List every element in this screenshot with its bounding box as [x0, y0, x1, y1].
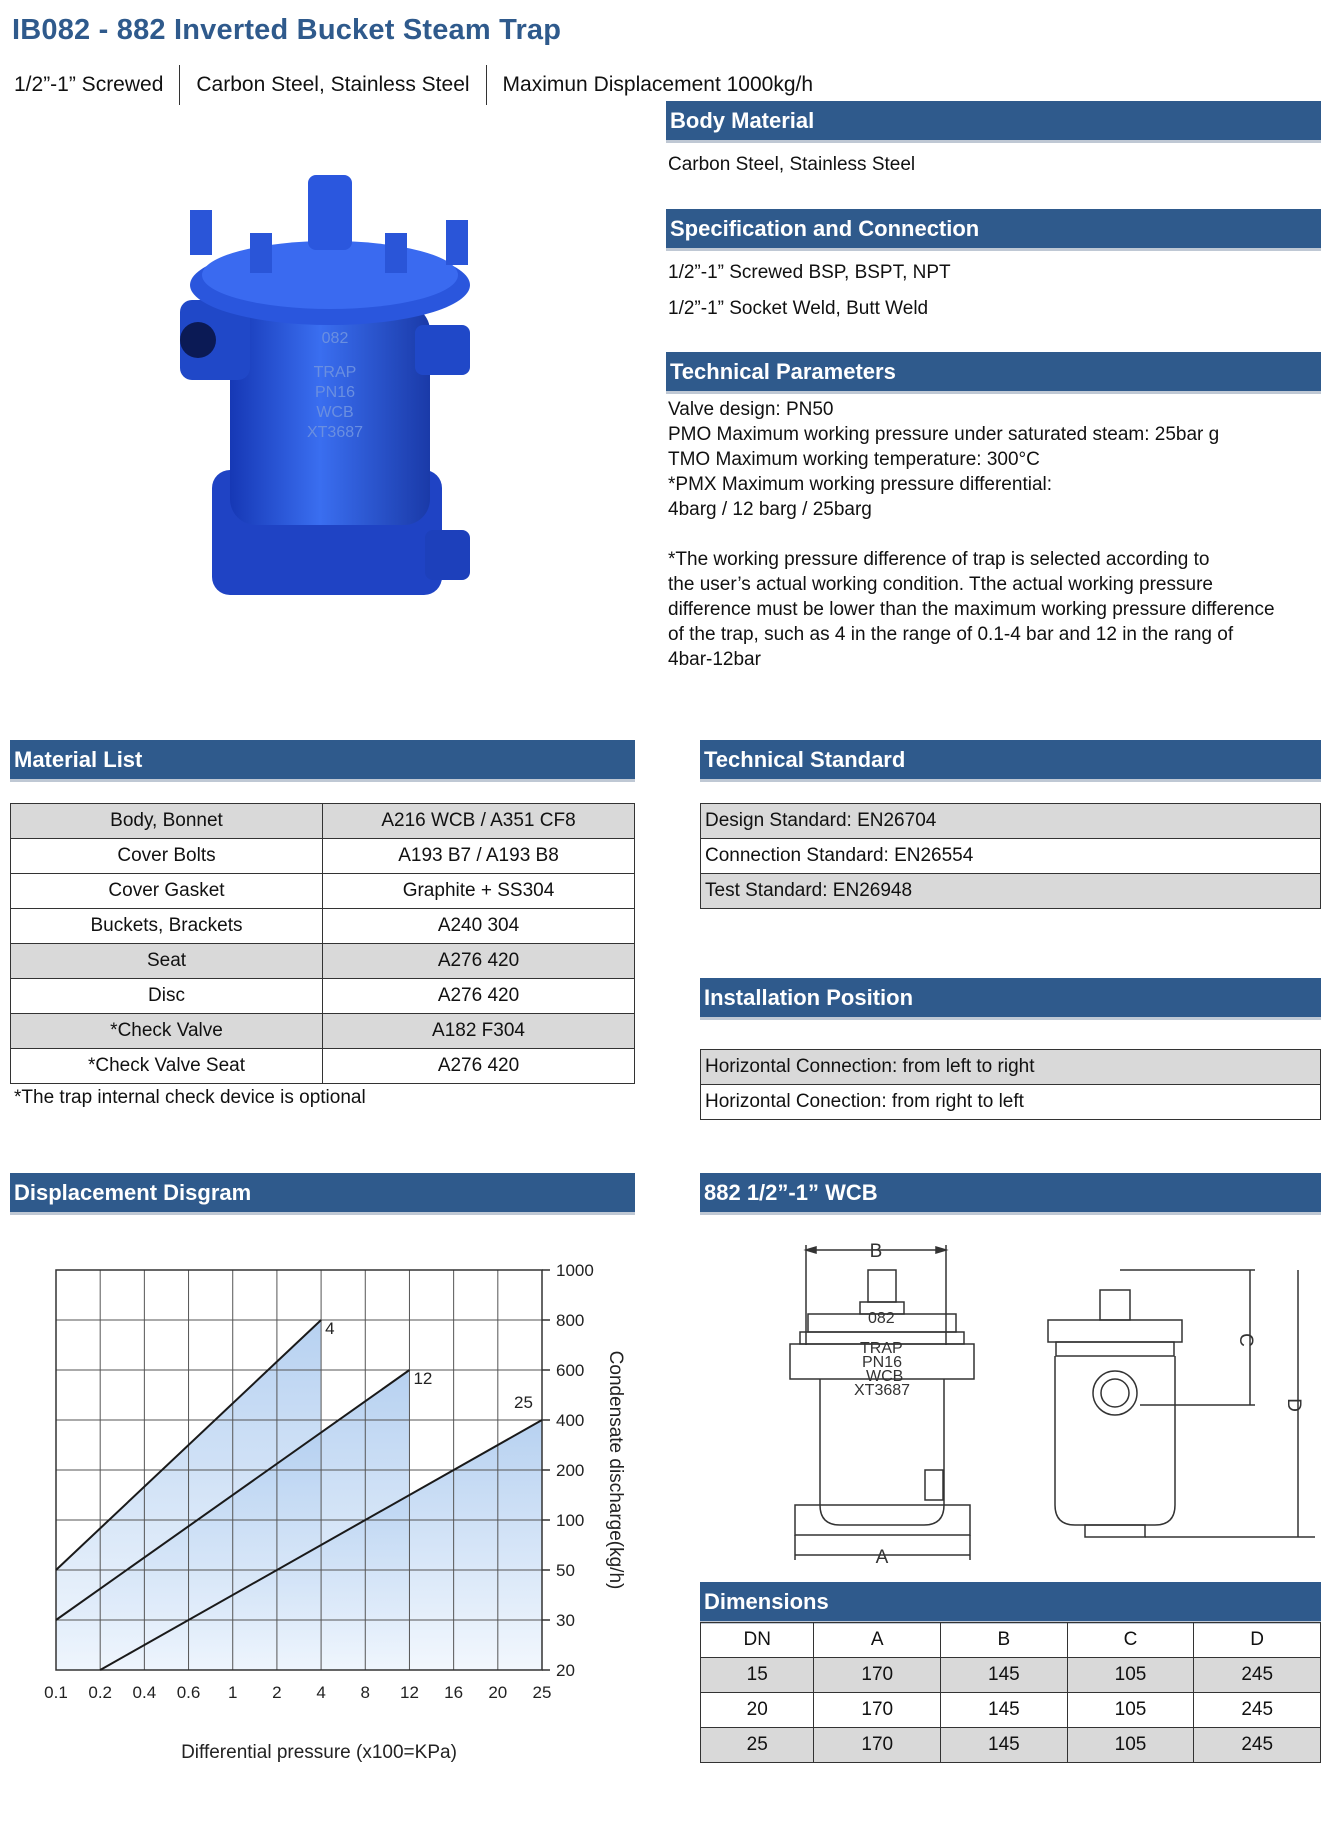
y-tick-label: 600 — [556, 1361, 585, 1380]
y-tick-label: 20 — [556, 1661, 575, 1680]
install-header: Installation Position — [700, 978, 1321, 1020]
displacement-chart — [0, 1230, 660, 1763]
table-row: 25 170 145 105 245 — [701, 1728, 1321, 1763]
body-material-header: Body Material — [666, 101, 1321, 143]
table-row: Seat A276 420 — [11, 944, 635, 979]
x-tick-label: 2 — [272, 1683, 282, 1702]
y-tick-label: 400 — [556, 1411, 585, 1430]
mark-trap: TRAP — [313, 364, 357, 381]
table-row: 15 170 145 105 245 — [701, 1658, 1321, 1693]
x-tick-label: 0.6 — [176, 1683, 201, 1702]
material-header: Material List — [10, 740, 635, 782]
tech-header: Technical Parameters — [666, 352, 1321, 394]
tech-note: 4bar-12bar — [668, 649, 761, 670]
table-row: 20 170 145 105 245 — [701, 1693, 1321, 1728]
x-tick-label: 4 — [316, 1683, 326, 1702]
mark-wcb: WCB — [316, 404, 354, 421]
table-row: *Check Valve A182 F304 — [11, 1014, 635, 1049]
x-tick-label: 0.1 — [44, 1683, 68, 1702]
dim-label-c: C — [1235, 1333, 1256, 1347]
subtitle-size: 1/2”-1” Screwed — [14, 73, 164, 96]
y-tick-label: 1000 — [556, 1261, 594, 1280]
install-table — [700, 1049, 1321, 1120]
table-row: Cover Bolts A193 B7 / A193 B8 — [11, 839, 635, 874]
table-header-row: DN A B C D — [701, 1623, 1321, 1658]
drawing-mark: WCB — [866, 1368, 904, 1385]
dim-label-b: B — [869, 1241, 883, 1262]
tech-params — [668, 397, 1275, 672]
table-row: Body, Bonnet A216 WCB / A351 CF8 — [11, 804, 635, 839]
x-axis-label: Differential pressure (x100=KPa) — [181, 1742, 457, 1763]
table-row: Cover Gasket Graphite + SS304 — [11, 874, 635, 909]
y-tick-label: 800 — [556, 1311, 585, 1330]
subtitle-material: Carbon Steel, Stainless Steel — [196, 73, 470, 96]
dimensions-table — [700, 1622, 1321, 1763]
page-title: IB082 - 882 Inverted Bucket Steam Trap — [12, 14, 562, 46]
dimension-drawing — [700, 1225, 1321, 1568]
tech-line: *PMX Maximum working pressure differential: — [668, 474, 1053, 495]
x-tick-label: 25 — [532, 1683, 552, 1702]
series-label: 4 — [325, 1319, 335, 1338]
tech-line: Valve design: PN50 — [668, 399, 834, 420]
tech-line: 4barg / 12 barg / 25barg — [668, 499, 872, 520]
tech-line: PMO Maximum working pressure under saturated steam: 25bar g — [668, 424, 1220, 445]
x-tick-label: 8 — [360, 1683, 371, 1702]
series-label: 12 — [413, 1369, 433, 1388]
table-row: *Check Valve Seat A276 420 — [11, 1049, 635, 1084]
dimensions-header: Dimensions — [700, 1582, 1321, 1624]
y-axis-label: Condensate discharge(kg/h) — [605, 1350, 626, 1590]
standard-header: Technical Standard — [700, 740, 1321, 782]
subtitle-row — [12, 66, 829, 104]
spec-header: Specification and Connection — [666, 209, 1321, 251]
drawing-mark: 082 — [868, 1310, 895, 1327]
x-tick-label: 0.2 — [88, 1683, 113, 1702]
subtitle-displacement: Maximun Displacement 1000kg/h — [502, 73, 814, 96]
drawing-mark: TRAP — [860, 1340, 903, 1357]
material-table — [10, 803, 635, 1084]
table-row: Test Standard: EN26948 — [701, 874, 1321, 909]
table-row: Buckets, Brackets A240 304 — [11, 909, 635, 944]
body-material-text: Carbon Steel, Stainless Steel — [668, 154, 916, 175]
tech-note: the user’s actual working condition. Tthe actual working pressure — [668, 574, 1213, 595]
drawing-mark: XT3687 — [854, 1382, 911, 1399]
dim-label-d: D — [1283, 1398, 1304, 1412]
dim-label-a: A — [875, 1547, 889, 1568]
tech-line: TMO Maximum working temperature: 300°C — [668, 449, 1040, 470]
spec-line: 1/2”-1” Socket Weld, Butt Weld — [668, 298, 929, 319]
x-tick-label: 20 — [488, 1683, 508, 1702]
x-tick-label: 0.4 — [132, 1683, 157, 1702]
spec-line: 1/2”-1” Screwed BSP, BSPT, NPT — [668, 262, 951, 283]
drawing-mark: PN16 — [862, 1354, 903, 1371]
table-row: Horizontal Connection: from left to right — [701, 1050, 1321, 1085]
y-tick-label: 30 — [556, 1611, 575, 1630]
tech-note: *The working pressure difference of trap is selected according to — [668, 549, 1210, 570]
table-row: Disc A276 420 — [11, 979, 635, 1014]
x-tick-label: 12 — [399, 1683, 419, 1702]
table-row: Horizontal Conection: from right to left — [701, 1085, 1321, 1120]
product-image — [170, 175, 500, 645]
standard-table — [700, 803, 1321, 909]
mark-082: 082 — [321, 330, 349, 347]
table-row: Connection Standard: EN26554 — [701, 839, 1321, 874]
y-tick-label: 100 — [556, 1511, 585, 1530]
tech-note: of the trap, such as 4 in the range of 0.1-4 bar and 12 in the rang of — [668, 624, 1234, 645]
y-tick-label: 50 — [556, 1561, 575, 1580]
mark-pn16: PN16 — [314, 384, 356, 401]
diagram-header: Displacement Disgram — [10, 1173, 635, 1215]
tech-note: difference must be lower than the maximum working pressure difference — [668, 599, 1275, 620]
series-label: 25 — [514, 1393, 533, 1412]
x-tick-label: 16 — [444, 1683, 464, 1702]
mark-serial: XT3687 — [306, 424, 364, 441]
x-tick-label: 1 — [227, 1683, 238, 1702]
table-row: Design Standard: EN26704 — [701, 804, 1321, 839]
material-note: *The trap internal check device is optional — [14, 1087, 366, 1108]
y-tick-label: 200 — [556, 1461, 585, 1480]
drawing-header: 882 1/2”-1” WCB — [700, 1173, 1321, 1215]
